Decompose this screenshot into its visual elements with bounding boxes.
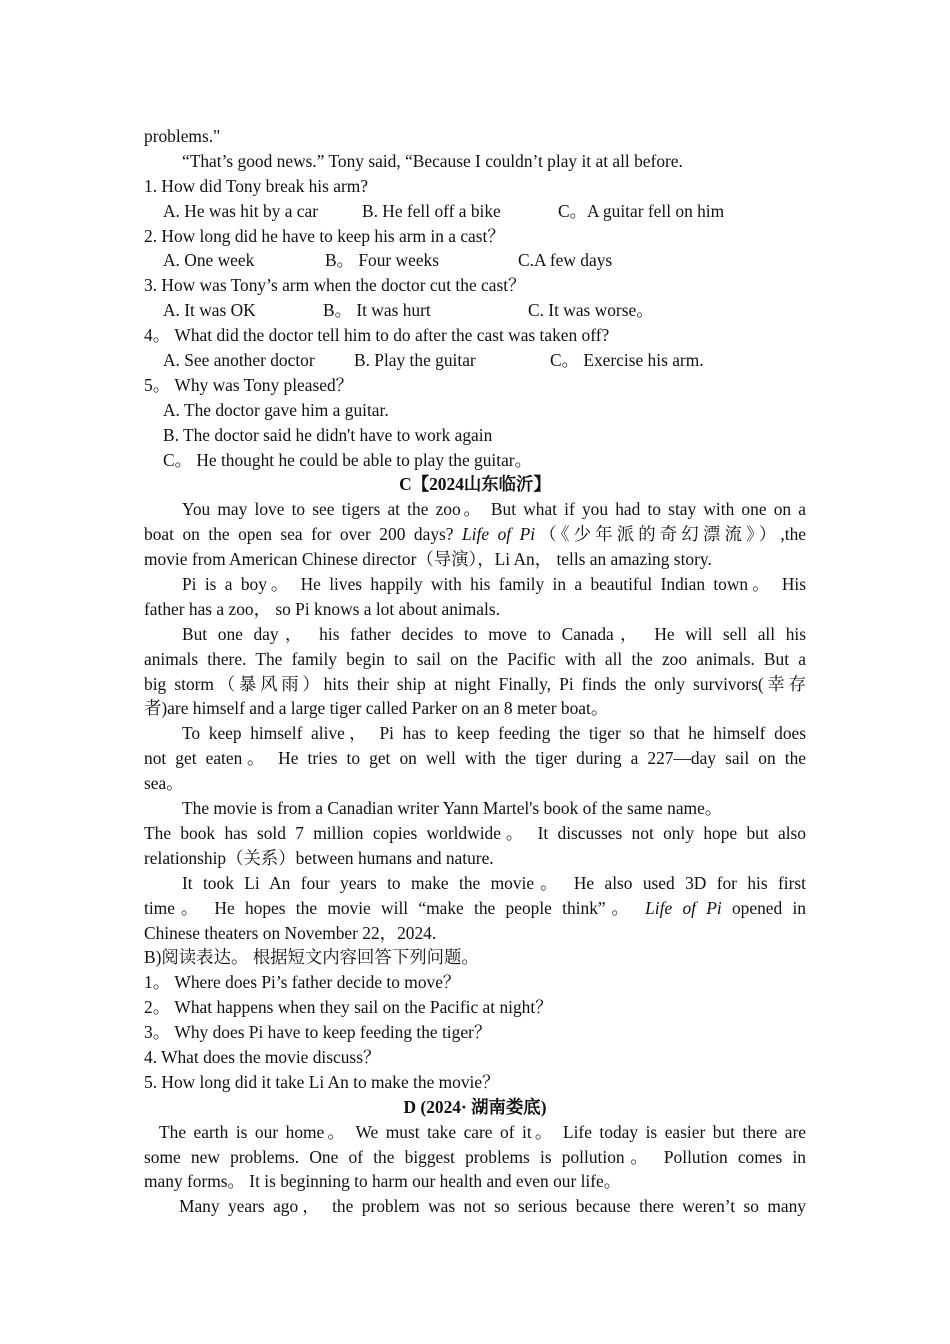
question-c4: 4. What does the movie discuss？ xyxy=(144,1046,381,1067)
passage-line: sea。 xyxy=(144,773,184,794)
passage-line: The earth is our home。 We must take care of it。 Life today is easier but there are xyxy=(159,1121,806,1142)
option-c: C。 Exercise his arm. xyxy=(550,350,704,371)
text-run: （《少年派的奇幻漂流》）,the xyxy=(535,524,807,545)
question-b1-options xyxy=(144,199,806,224)
question-c3: 3。 Why does Pi have to keep feeding the tiger？ xyxy=(144,1022,492,1043)
passage-line: movie from American Chinese director（导演），Li An， tells an amazing story. xyxy=(144,549,712,570)
option-b: B。 It was hurt xyxy=(323,300,431,321)
movie-title: Life of Pi xyxy=(462,524,536,545)
passage-line: But one day， his father decides to move to Canada， He will sell all his xyxy=(182,623,806,644)
option-c: C.A few days xyxy=(518,250,613,271)
option-c: C。 He thought he could be able to play the guitar。 xyxy=(163,449,532,470)
passage-line xyxy=(144,896,806,921)
option-b: B. Play the guitar xyxy=(354,350,476,371)
option-a: A. It was OK xyxy=(163,300,256,321)
passage-line: Many years ago， the problem was not so serious because there weren’t so many xyxy=(179,1196,806,1217)
passage-line: The book has sold 7 million copies worldwide。 It discusses not only hope but also xyxy=(144,822,806,843)
passage-line: relationship（关系）between humans and nature. xyxy=(144,847,494,868)
passage-line: You may love to see tigers at the zoo。 But what if you had to stay with one on a xyxy=(182,499,806,520)
question-b3: 3. How was Tony’s arm when the doctor cut the cast？ xyxy=(144,275,526,296)
passage-line: animals there. The family begin to sail on the Pacific with all the zoo animals. But a xyxy=(144,648,806,669)
passage-line: big storm（暴风雨）hits their ship at night Finally, Pi finds the only survivors(幸存 xyxy=(144,673,806,694)
option-a: A. One week xyxy=(163,250,255,271)
question-c1: 1。 Where does Pi’s father decide to move？ xyxy=(144,972,461,993)
option-b: B. He fell off a bike xyxy=(362,200,501,221)
option-b: B. The doctor said he didn't have to work again xyxy=(163,424,493,445)
option-c: C。A guitar fell on him xyxy=(558,200,725,221)
text-run: time。 He hopes the movie will “make the people think”。 xyxy=(144,897,646,918)
passage-line: many forms。 It is beginning to harm our health and even our life。 xyxy=(144,1171,622,1192)
movie-title: Life of Pi xyxy=(645,897,722,918)
passage-line xyxy=(144,522,806,547)
question-b4: 4。 What did the doctor tell him to do after the cast was taken off? xyxy=(144,325,610,346)
passage-line: Pi is a boy。 He lives happily with his family in a beautiful Indian town。 His xyxy=(182,574,806,595)
passage-line: 者)are himself and a large tiger called Parker on an 8 meter boat。 xyxy=(144,698,609,719)
passage-line: The movie is from a Canadian writer Yann Martel's book of the same name。 xyxy=(182,798,723,819)
option-c: C. It was worse。 xyxy=(528,300,654,321)
question-b5: 5。 Why was Tony pleased？ xyxy=(144,374,354,395)
option-a: A. He was hit by a car xyxy=(163,200,319,221)
passage-line: not get eaten。 He tries to get on well with the tiger during a 227—day sail on the xyxy=(144,748,806,769)
section-d-heading: D (2024· 湖南娄底) xyxy=(403,1096,547,1117)
document-page xyxy=(144,124,806,1219)
question-c2: 2。 What happens when they sail on the Pacific at night？ xyxy=(144,997,553,1018)
passage-line: It took Li An four years to make the movie。 He also used 3D for his first xyxy=(182,872,806,893)
option-a: A. See another doctor xyxy=(163,350,315,371)
section-c-heading: C【2024山东临沂】 xyxy=(399,474,551,495)
question-b1: 1. How did Tony break his arm? xyxy=(144,175,369,196)
passage-line: some new problems. One of the biggest problems is pollution。 Pollution comes in xyxy=(144,1146,806,1167)
option-b: B。 Four weeks xyxy=(325,250,439,271)
question-b4-options xyxy=(144,348,806,373)
text-run: opened in xyxy=(721,897,807,918)
passage-b-end-line: “That’s good news.” Tony said, “Because I couldn’t play it at all before. xyxy=(182,150,683,171)
passage-b-end-line: problems." xyxy=(144,126,221,146)
passage-line: Chinese theaters on November 22，2024. xyxy=(144,922,437,943)
question-b3-options xyxy=(144,298,806,323)
passage-line: To keep himself alive， Pi has to keep feeding the tiger so that he himself does xyxy=(182,723,806,744)
task-instruction: B)阅读表达。 根据短文内容回答下列问题。 xyxy=(144,947,479,968)
option-a: A. The doctor gave him a guitar. xyxy=(163,399,389,420)
question-b2: 2. How long did he have to keep his arm in a cast？ xyxy=(144,225,505,246)
passage-line: father has a zoo， so Pi knows a lot about animals. xyxy=(144,598,500,619)
text-run: boat on the open sea for over 200 days? xyxy=(144,524,463,545)
question-b2-options xyxy=(144,248,806,273)
question-c5: 5. How long did it take Li An to make the movie？ xyxy=(144,1071,500,1092)
